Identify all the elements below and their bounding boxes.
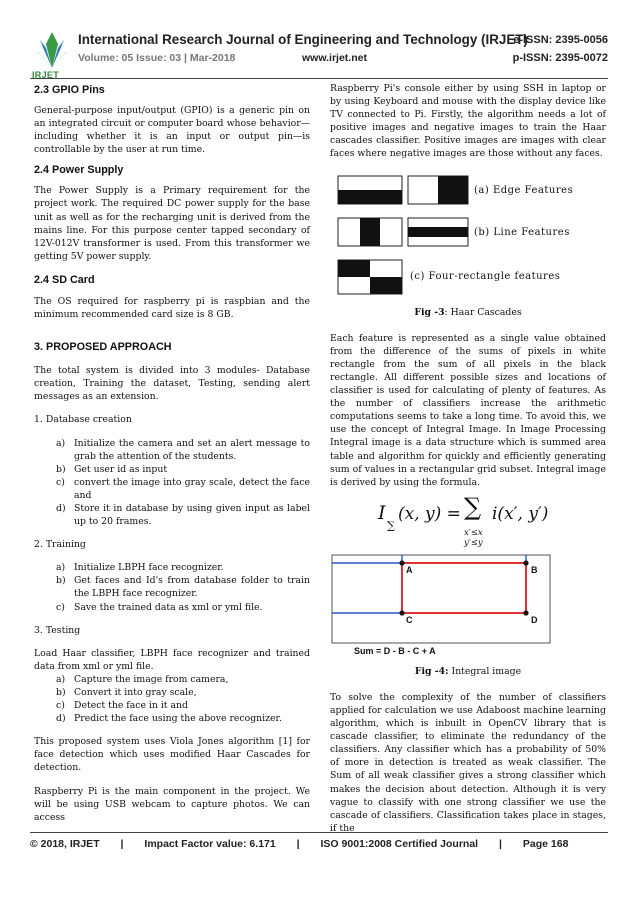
right-column bbox=[330, 82, 606, 835]
list-item: a) Initialize LBPH face recognizer. bbox=[56, 562, 224, 574]
figure-haar-cascades bbox=[330, 174, 606, 296]
header-divider bbox=[30, 78, 608, 79]
section-2-4a-title: 2.4 Power Supply bbox=[34, 164, 124, 177]
figure-3-caption: Fig -3: Haar Cascades bbox=[414, 306, 522, 318]
journal-title: International Research Journal of Engineering and Technology (IRJET) bbox=[78, 32, 528, 47]
raspberry-pi-paragraph: Raspberry Pi is the main component in the project. We will be using USB webcam to capture photos. We can access bbox=[34, 785, 310, 823]
list-item: c) Detect the face in it and bbox=[56, 700, 188, 712]
point-a-label: A bbox=[406, 564, 413, 575]
iso-certification: ISO 9001:2008 Certified Journal bbox=[320, 838, 479, 850]
edge-features-label: (a) Edge Features bbox=[474, 184, 574, 196]
impact-factor: Impact Factor value: 6.171 bbox=[144, 838, 276, 850]
module-2-title: 2. Training bbox=[34, 539, 86, 551]
module-3-title: 3. Testing bbox=[34, 624, 81, 636]
list-item: a) Capture the image from camera, bbox=[56, 673, 229, 685]
list-item: d) Store it in database by using given input as label up to 20 frames. bbox=[56, 502, 310, 528]
point-d-label: D bbox=[531, 614, 538, 625]
integral-image-diagram bbox=[330, 553, 606, 645]
section-2-4b-title: 2.4 SD Card bbox=[34, 273, 95, 286]
formula-sum-sign: ∑ bbox=[464, 492, 482, 521]
formula-lhs-sub: ∑ bbox=[387, 518, 395, 532]
list-item: d) Predict the face using the above recognizer. bbox=[56, 713, 282, 725]
list-item: c) Save the trained data as xml or yml file. bbox=[56, 601, 263, 613]
formula-condition-x: x′≤x bbox=[464, 527, 483, 538]
list-item: b) Get faces and Id's from database folder to train the LBPH face recognizer. bbox=[56, 575, 310, 600]
section-2-4b-text: The OS required for raspberry pi is raspbian and the minimum recommended card size is 8 GB. bbox=[34, 295, 310, 321]
module-3-list bbox=[34, 673, 310, 725]
website-link[interactable]: www.irjet.net bbox=[302, 52, 367, 64]
section-2-4a-text: The Power Supply is a Primary requirement for the project work. The required DC power supply for the base unit as well as for the recharging unit is derived from the mains line. For this purpose center tapped secondary of 12V-012V transformer is used. From this transformer we getting 5V power supply. bbox=[34, 185, 310, 262]
formula-lhs: I bbox=[378, 501, 386, 524]
sum-formula-label: Sum = D - B - C + A bbox=[354, 645, 436, 656]
list-item: c) convert the image into gray scale, detect the face and bbox=[56, 476, 310, 501]
list-item: a) Initialize the camera and set an alert message to grab the attention of the students. bbox=[56, 437, 310, 462]
figure-4-caption: Fig -4: Integral image bbox=[414, 665, 522, 677]
module-2-list bbox=[34, 561, 310, 613]
issue-info: Volume: 05 Issue: 03 | Mar-2018 bbox=[78, 52, 236, 64]
adaboost-paragraph: To solve the complexity of the number of classifiers applied for calculation we use Adaboost machine learning algorithm, which is inbuilt in OpenCV library that is cascade classifier, to eliminate the redundancy of the classifiers. Any classifier which has a probability of 50% of more in detection is treated as weak classifier. The Sum of all weak classifier gives a strong classifier which makes the decision about detection. Although it is very vague to classify with one strong classifier we use the cascade of classifiers. Classification takes place in stages, if the bbox=[330, 691, 606, 834]
line-features-label: (b) Line Features bbox=[474, 226, 570, 238]
footer-separator: | bbox=[296, 838, 300, 850]
footer-separator: | bbox=[499, 838, 502, 850]
footer-separator: | bbox=[120, 838, 124, 850]
point-b-label: B bbox=[531, 564, 538, 575]
left-column bbox=[34, 82, 310, 824]
module-1-list bbox=[34, 437, 310, 529]
section-3-intro: The total system is divided into 3 modules- Database creation, Training the dataset, Testing, sending alert messages as an extension. bbox=[34, 365, 310, 403]
section-2-3-text: General-purpose input/output (GPIO) is a generic pin on an integrated circuit or computer board whose behavior—including whether it is an input or output pin—is controllable by the user at run time. bbox=[34, 105, 310, 156]
section-3-title: 3. PROPOSED APPROACH bbox=[34, 341, 172, 354]
formula-args: (x, y) = bbox=[398, 503, 461, 524]
module-1-title: 1. Database creation bbox=[34, 414, 132, 426]
p-issn: p-ISSN: 2395-0072 bbox=[512, 52, 608, 64]
integral-image-formula bbox=[330, 492, 606, 548]
e-issn: e-ISSN: 2395-0056 bbox=[513, 34, 608, 46]
viola-jones-paragraph: This proposed system uses Viola Jones algorithm [1] for face detection which uses modified Haar Cascades for detection. bbox=[34, 736, 310, 774]
copyright: © 2018, IRJET bbox=[30, 838, 100, 850]
formula-rhs: i(x′, y′) bbox=[492, 503, 549, 524]
figure-integral-image bbox=[330, 553, 606, 657]
formula-condition-y: y′≤y bbox=[464, 537, 483, 548]
feature-paragraph: Each feature is represented as a single value obtained from the difference of the sums of pixels in white rectangle from the sum of all pixels in the black rectangle. All different possible sizes and locations of classifier is used for calculating of plenty of features. As the number of classifiers increase the arithmetic computations seems to take a long time. To avoid this, we use the concept of Integral Image. In Image Processing Integral image is a data structure which is summed area table and algorithm for quickly and efficiently generating sum of values in a rectangular grid subset. Integral image is derived by using the formula. bbox=[330, 332, 606, 488]
console-paragraph: Raspberry Pi's console either by using SSH in laptop or by using Keyboard and mouse with the display device like TV connected to Pi. Firstly, the algorithm needs a lot of positive images and negative images to train the Haar cascades classifier. Positive images are images with clear faces where negative images are those without any faces. bbox=[330, 83, 606, 160]
module-3-intro: Load Haar classifier, LBPH face recognizer and trained data from xml or yml file. bbox=[34, 647, 310, 672]
page-number: Page 168 bbox=[522, 838, 569, 850]
section-2-3-title: 2.3 GPIO Pins bbox=[34, 84, 105, 96]
page-footer bbox=[30, 838, 608, 850]
footer-divider bbox=[30, 832, 608, 833]
four-rectangle-features-label: (c) Four-rectangle features bbox=[410, 270, 561, 282]
point-c-label: C bbox=[406, 614, 413, 625]
list-item: b) Get user id as input bbox=[56, 463, 168, 475]
journal-header bbox=[30, 30, 608, 82]
logo-text: IRJET bbox=[32, 70, 60, 80]
list-item: b) Convert it into gray scale, bbox=[56, 687, 197, 698]
irjet-logo-icon bbox=[34, 30, 70, 74]
